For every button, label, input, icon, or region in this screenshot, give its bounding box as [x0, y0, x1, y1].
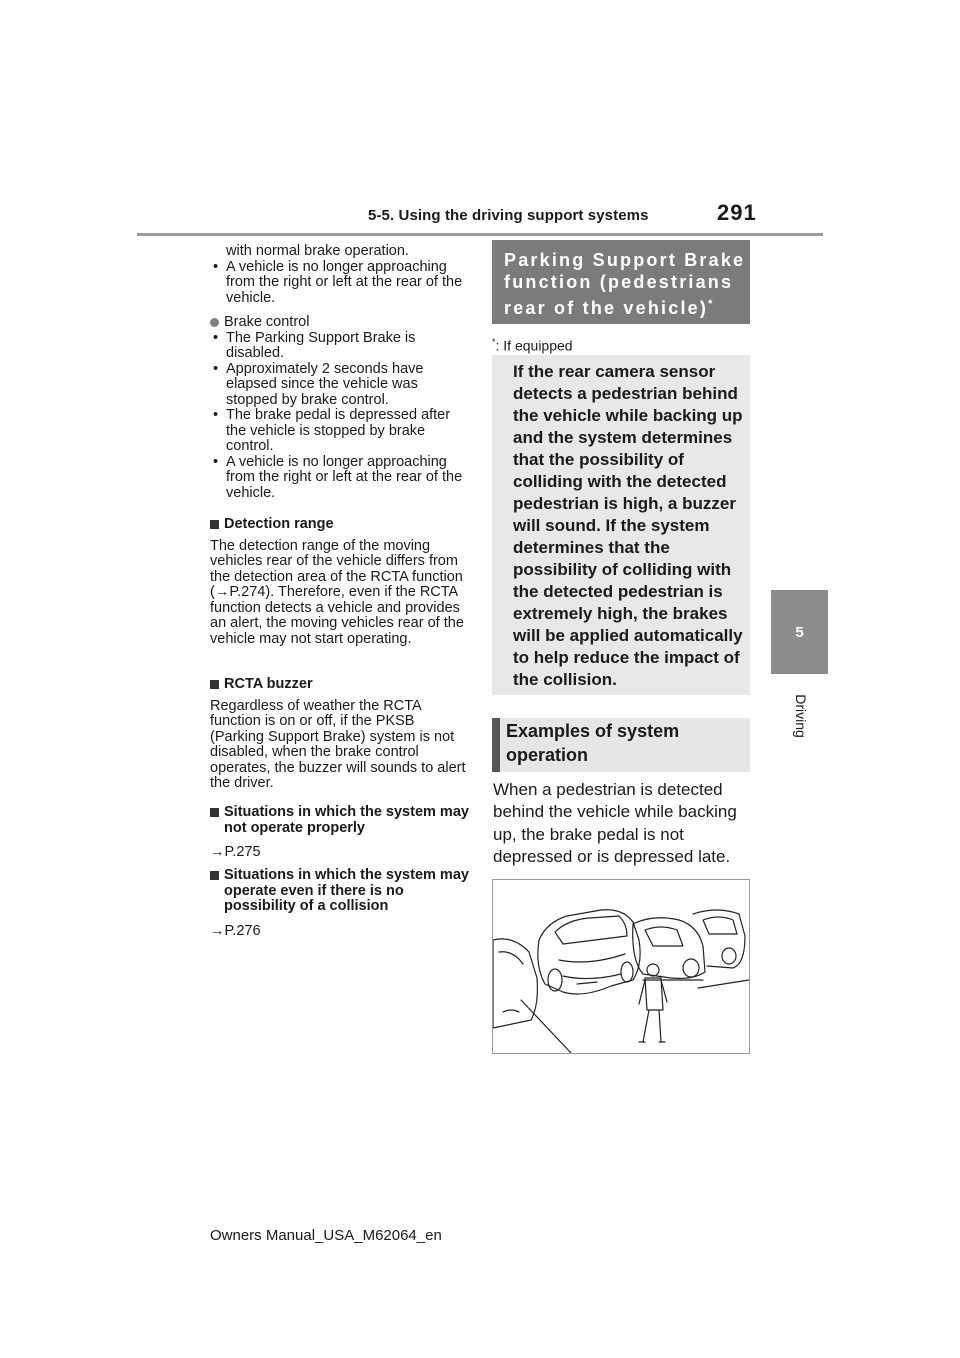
summary-text: If the rear camera sensor detects a pedestrian behind the vehicle while backing up and the system determines that the possibility of colliding with the detected pedestrian is high, a buzzer will sound. If the system determines that the possibility of colliding with the detected pedestrian is extremely high, the brakes will be applied automatically to help reduce the impact of the collision.	[513, 362, 743, 689]
detection-heading	[210, 517, 470, 533]
situations-heading-2	[210, 868, 470, 915]
section-title-label: Parking Support Brake function (pedestrians rear of the vehicle)	[504, 250, 746, 318]
parking-lot-drawing	[493, 880, 749, 1053]
detection-text: The detection range of the moving vehicles rear of the vehicle differs from the detection area of the RCTA function (→P.274). Therefore, even if the RCTA function detects a vehicle and provides an alert, the moving vehicles rear of the vehicle may not start operating.	[210, 537, 464, 647]
parking-line	[521, 1000, 571, 1053]
footnote-mark: *	[708, 298, 713, 310]
section-title: 5-5. Using the driving support systems	[368, 207, 649, 224]
bullet-text: A vehicle is no longer approaching from the right or left at the rear of the vehicle.	[226, 258, 463, 306]
bullet-item: • A vehicle is no longer approaching from the right or left at the rear of the vehicle.	[213, 453, 463, 501]
buzzer-text: Regardless of weather the RCTA function is on or off, if the PKSB (Parking Support Brake) system is not disabled, when the brake control operates, the buzzer will sounds to alert the driver.	[210, 697, 466, 791]
situations-heading-1	[210, 805, 470, 836]
situations-block-2	[210, 868, 470, 939]
chapter-label: Driving	[793, 694, 809, 738]
square-bullet-icon	[210, 871, 219, 880]
pedestrian-detection-illustration	[492, 879, 750, 1054]
bullet-item: • The Parking Support Brake is disabled.	[213, 329, 416, 361]
bullet-text: Approximately 2 seconds have elapsed since the vehicle was stopped by brake control.	[226, 360, 424, 408]
square-bullet-icon	[210, 520, 219, 529]
situations-block-1	[210, 805, 470, 861]
footnote-mark: *	[492, 337, 496, 347]
situations-title-2: Situations in which the system may operate even if there is no possibility of a collision	[224, 867, 469, 914]
situations-title-1: Situations in which the system may not operate properly	[224, 804, 469, 836]
footnote	[492, 337, 573, 354]
examples-text: When a pedestrian is detected behind the vehicle while backing up, the brake pedal is not depressed or is depressed late.	[493, 780, 737, 867]
pedestrian-head	[647, 964, 659, 976]
detection-range-block	[210, 517, 470, 647]
chapter-number: 5	[795, 623, 804, 641]
buzzer-block	[210, 677, 470, 792]
brake-control-heading	[210, 315, 470, 331]
buzzer-title: RCTA buzzer	[224, 676, 313, 692]
bullet-item: • The brake pedal is depressed after the vehicle is stopped by brake control.	[213, 407, 451, 454]
square-bullet-icon	[210, 680, 219, 689]
section-title-text	[504, 249, 748, 319]
bullet-item: • A vehicle is no longer approaching from the right or left at the rear of the vehicle.	[213, 258, 463, 306]
brake-control-block	[210, 315, 470, 501]
header-rule	[137, 233, 823, 236]
page-reference-link[interactable]: →P.276	[210, 922, 261, 939]
bullet-item: • Approximately 2 seconds have elapsed since the vehicle was stopped by brake control.	[213, 360, 424, 408]
detection-title: Detection range	[224, 516, 334, 532]
continued-text: with normal brake operation.	[226, 243, 409, 259]
page-reference-link[interactable]: →P.275	[210, 844, 261, 860]
bullet-text: The Parking Support Brake is disabled.	[226, 329, 416, 361]
pedestrian-body	[645, 978, 663, 1010]
parked-car-right	[633, 918, 705, 979]
footnote-text: : If equipped	[495, 337, 573, 354]
subsection-title-bar	[492, 718, 500, 772]
chapter-tab-label	[776, 676, 826, 756]
chapter-tab-number[interactable]	[771, 590, 828, 674]
brake-control-title: Brake control	[224, 314, 310, 330]
page-number: 291	[717, 200, 757, 225]
square-bullet-icon	[210, 808, 219, 817]
left-column	[210, 244, 470, 306]
footer-text: Owners Manual_USA_M62064_en	[210, 1227, 442, 1244]
buzzer-heading	[210, 677, 470, 693]
bullet-text: The brake pedal is depressed after the vehicle is stopped by brake control.	[226, 407, 451, 454]
circle-bullet-icon	[210, 318, 219, 327]
subsection-title: Examples of system operation	[506, 721, 680, 765]
bullet-text: A vehicle is no longer approaching from the right or left at the rear of the vehicle.	[226, 453, 463, 501]
parking-line	[698, 980, 749, 988]
